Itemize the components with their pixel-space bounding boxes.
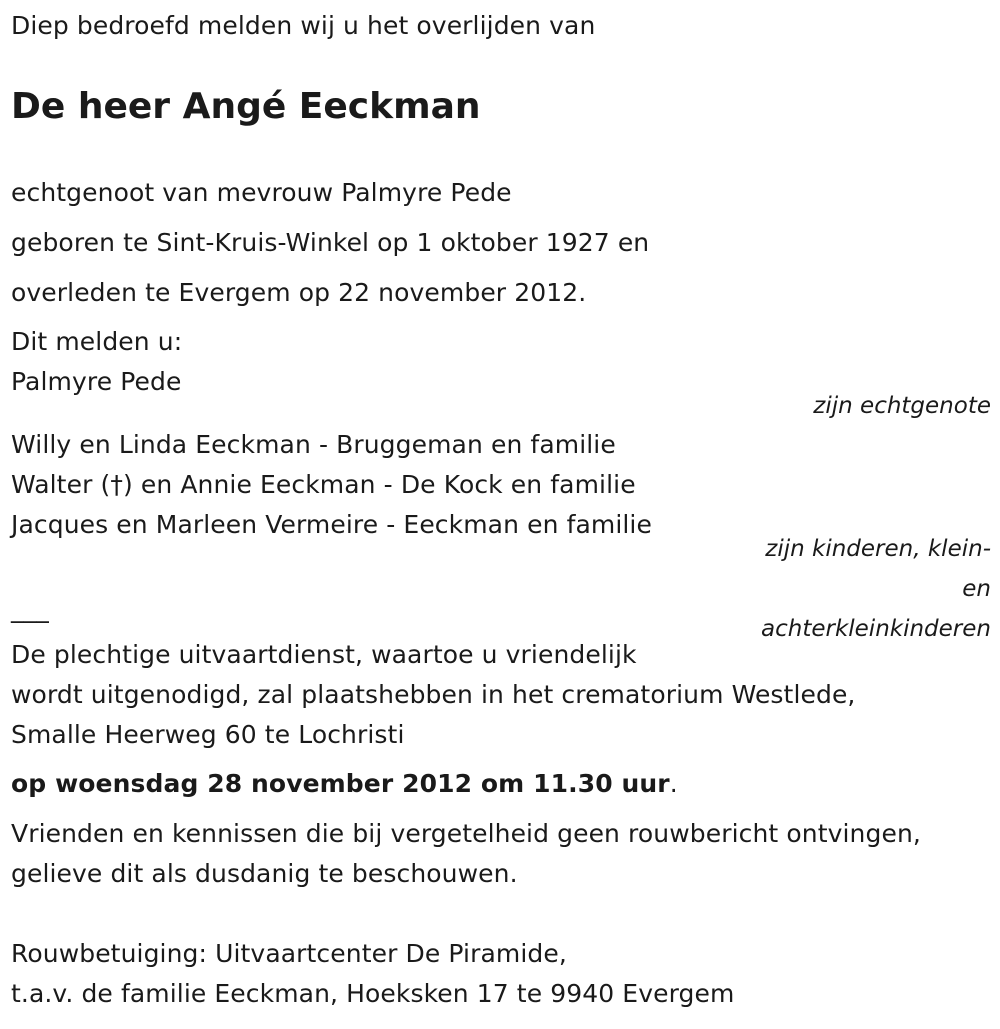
spouse-role: zijn echtgenote <box>813 393 991 419</box>
separator: ___ <box>11 594 49 623</box>
children-line-1: Willy en Linda Eeckman - Bruggeman en familie <box>11 430 616 459</box>
funeral-text-1: De plechtige uitvaartdienst, waartoe u vriendelijk <box>11 640 637 669</box>
funeral-date-line <box>11 769 678 799</box>
condolences-line-2: t.a.v. de familie Eeckman, Hoeksken 17 te 9940 Evergem <box>11 979 735 1008</box>
children-role-2: en <box>962 576 991 602</box>
detail-spouse: echtgenoot van mevrouw Palmyre Pede <box>11 178 512 207</box>
children-line-3: Jacques en Marleen Vermeire - Eeckman en familie <box>11 510 652 539</box>
notice-line-1: Vrienden en kennissen die bij vergetelheid geen rouwbericht ontvingen, <box>11 819 921 848</box>
children-role-1: zijn kinderen, klein- <box>765 536 991 562</box>
detail-birth: geboren te Sint-Kruis-Winkel op 1 oktober 1927 en <box>11 228 650 257</box>
funeral-date-suffix: . <box>669 769 678 798</box>
notice-line-2: gelieve dit als dusdanig te beschouwen. <box>11 859 518 888</box>
children-role-3: achterkleinkinderen <box>761 616 991 642</box>
condolences-line-1: Rouwbetuiging: Uitvaartcenter De Piramide, <box>11 939 567 968</box>
spouse-name: Palmyre Pede <box>11 367 182 396</box>
intro-text: Diep bedroefd melden wij u het overlijden van <box>11 11 596 40</box>
funeral-date: op woensdag 28 november 2012 om 11.30 uur <box>11 769 670 798</box>
mourners-intro: Dit melden u: <box>11 327 183 356</box>
funeral-text-2: wordt uitgenodigd, zal plaatshebben in het crematorium Westlede, <box>11 680 856 709</box>
funeral-text-3: Smalle Heerweg 60 te Lochristi <box>11 720 405 749</box>
detail-death: overleden te Evergem op 22 november 2012. <box>11 278 587 307</box>
deceased-name: De heer Angé Eeckman <box>11 86 481 127</box>
children-line-2: Walter (†) en Annie Eeckman - De Kock en familie <box>11 470 636 499</box>
